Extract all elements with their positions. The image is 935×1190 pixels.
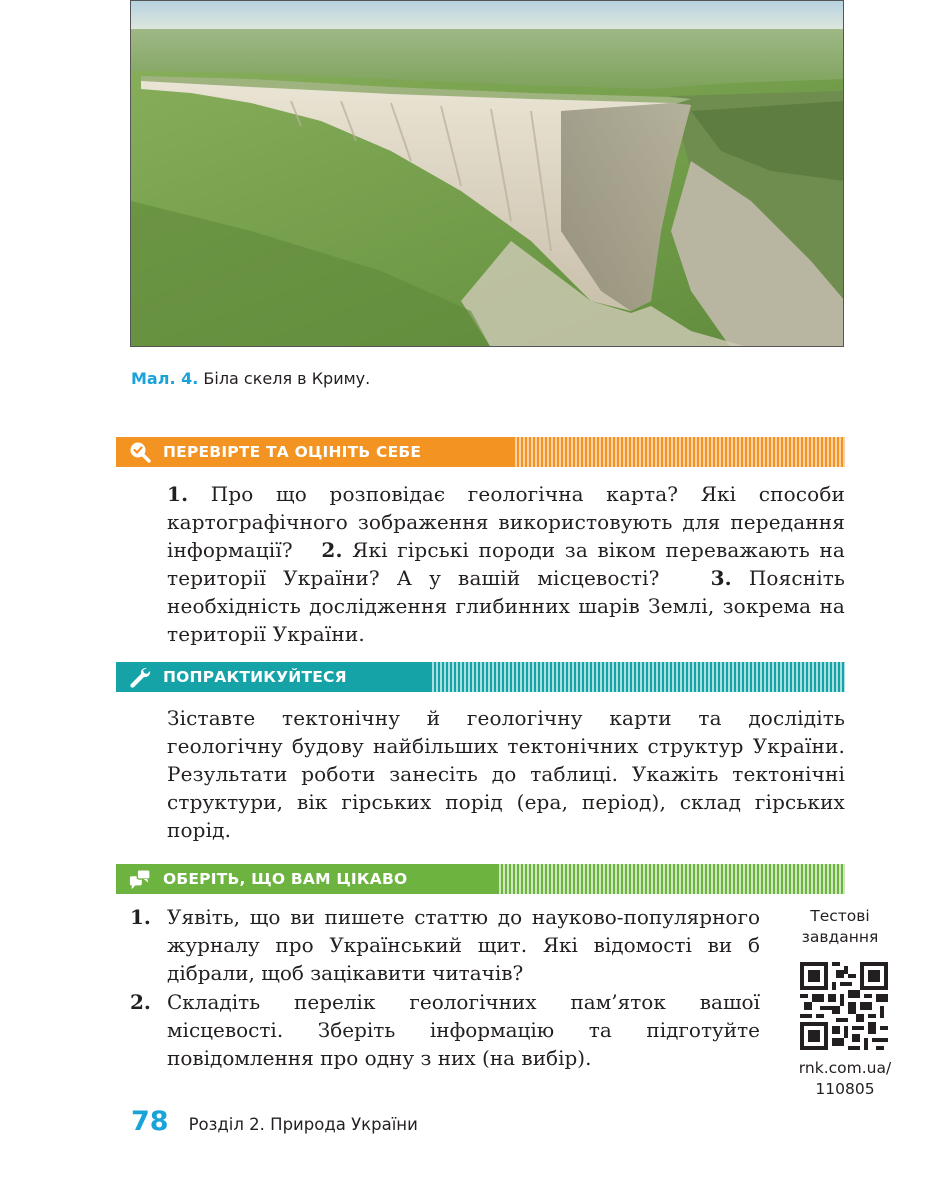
test-tasks-label bbox=[785, 906, 895, 948]
list-item bbox=[130, 988, 760, 1072]
qr-link-line1[interactable]: rnk.com.ua/ bbox=[798, 1059, 892, 1077]
test-tasks-line2: завдання bbox=[801, 928, 879, 946]
qr-code-icon[interactable] bbox=[800, 962, 888, 1050]
section-name: Розділ 2. Природа України bbox=[188, 1115, 418, 1134]
white-rock-photo bbox=[130, 0, 844, 347]
banner-stripes bbox=[497, 864, 845, 894]
chat-bubbles-icon bbox=[129, 868, 151, 890]
page-footer bbox=[131, 1106, 418, 1137]
figure-caption bbox=[131, 369, 370, 388]
choose-task-list bbox=[130, 903, 760, 1073]
question-text: Про що розповідає геологічна карта? Які способи картографічного зображення використовують для передання інформації? bbox=[167, 482, 845, 562]
question-number: 2. bbox=[321, 538, 343, 562]
section-check-questions bbox=[167, 480, 845, 648]
section-choose-banner bbox=[116, 864, 845, 894]
figure-caption-text: Біла скеля в Криму. bbox=[203, 369, 371, 388]
practice-paragraph: Зіставте тектонічну й геологічну карти та дослідіть геологічну будову найбільших тектонічних структур України. Результати роботи занесіть до таблиці. Укажіть тектонічні структури, вік гірських порід (ера, період), склад гірських порід. bbox=[167, 706, 845, 842]
figure-label: Мал. 4. bbox=[131, 369, 199, 388]
section-choose-title: ОБЕРІТЬ, ЩО ВАМ ЦІКАВО bbox=[163, 870, 408, 888]
section-practice-title: ПОПРАКТИКУЙТЕСЯ bbox=[163, 668, 347, 686]
banner-stripes bbox=[430, 662, 845, 692]
wrench-icon bbox=[129, 666, 151, 688]
question-text: Поясніть необхідність дослідження глибинних шарів Землі, зокрема на території України. bbox=[167, 566, 845, 646]
question-number: 1. bbox=[167, 482, 189, 506]
section-check-title: ПЕРЕВІРТЕ ТА ОЦІНІТЬ СЕБЕ bbox=[163, 443, 422, 461]
qr-link-line2[interactable]: 110805 bbox=[815, 1080, 875, 1098]
list-item bbox=[130, 903, 760, 987]
magnifier-check-icon bbox=[129, 441, 151, 463]
item-text: Складіть перелік геологічних пам’яток вашої місцевості. Зберіть інформацію та підготуйте повідомлення про одну з них (на вибір). bbox=[167, 990, 760, 1070]
item-number: 1. bbox=[130, 905, 151, 929]
landscape-illustration bbox=[131, 1, 844, 347]
banner-stripes bbox=[513, 437, 845, 467]
section-practice-text bbox=[167, 704, 845, 844]
item-number: 2. bbox=[130, 990, 151, 1014]
section-check-banner bbox=[116, 437, 845, 467]
item-text: Уявіть, що ви пишете статтю до науково-популярного журналу про Український щит. Які відомості ви б дібрали, щоб зацікавити читачів? bbox=[167, 905, 760, 985]
section-practice-banner bbox=[116, 662, 845, 692]
question-text: Які гірські породи за віком переважають на території України? А у вашій місцевості? bbox=[167, 538, 845, 590]
question-number: 3. bbox=[710, 566, 732, 590]
page-number: 78 bbox=[131, 1106, 169, 1137]
test-tasks-line1: Тестові bbox=[810, 907, 870, 925]
qr-link[interactable] bbox=[785, 1058, 905, 1100]
